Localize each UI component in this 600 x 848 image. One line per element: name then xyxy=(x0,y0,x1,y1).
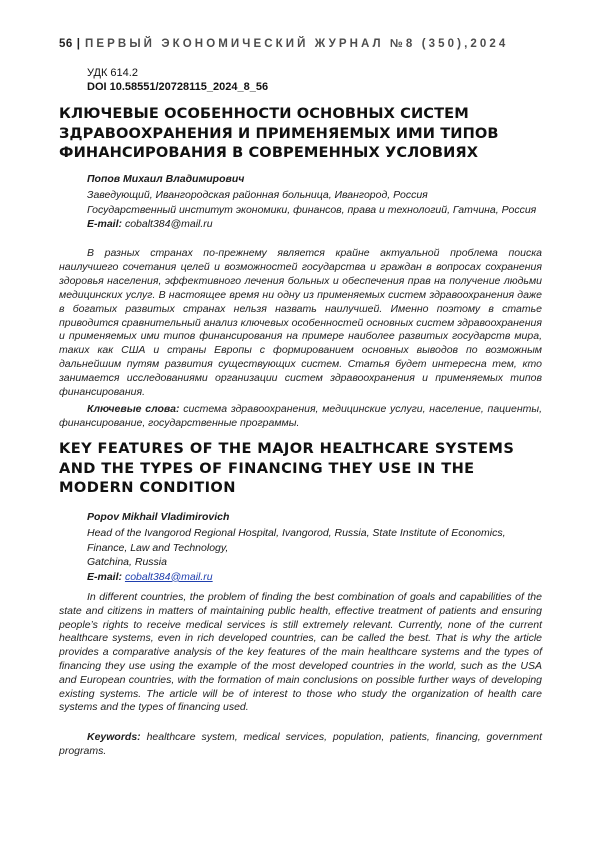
page-number: 56 xyxy=(59,38,73,50)
doi-code: DOI 10.58551/20728115_2024_8_56 xyxy=(87,81,269,93)
journal-name: ПЕРВЫЙ ЭКОНОМИЧЕСКИЙ ЖУРНАЛ №8 (350),2024 xyxy=(85,38,509,50)
author-email-row-en xyxy=(87,570,547,584)
author-affiliation-ru-1: Заведующий, Ивангородская районная больница, Ивангород, Россия xyxy=(87,189,428,202)
author-affiliation-en-2: Gatchina, Russia xyxy=(87,556,167,569)
keywords-en xyxy=(59,731,542,759)
email-ru: cobalt384@mail.ru xyxy=(124,218,213,231)
abstract-ru: В разных странах по-прежнему является крайне актуальной проблема поиска наилучшего сочетания целей и возможностей государства и граждан в вопросах сохранения здоровья населения, эффективного лечения больных и обеспечения прав на получение людьми медицинских услуг. В настоящее время ни одну из применяемых систем здравоохранения даже в богатых развитых странах нельзя назвать наилучшей. Именно поэтому в статье приводится сравнительный анализ ключевых особенностей основных систем здравоохранения и применяемых ими типов финансирования на примере наиболее развитых государств мира, таких как США и страны Европы с формированием основных выводов по возможным дальнейшим путям развития существующих систем. Статья будет интересна тем, кто занимается исследованиями организации систем здравоохранения и применяемых типов финансирования. xyxy=(59,247,542,399)
running-header xyxy=(59,38,539,50)
author-affiliation-ru-2: Государственный институт экономики, финансов, права и технологий, Гатчина, Россия xyxy=(87,203,537,216)
abstract-en: In different countries, the problem of finding the best combination of goals and capabilities of the state and citizens in matters of maintaining public health, effective treatment of patients and ensuring people’s rights to receive medical services is still extremely relevant. Currently, none of the current healthcare systems, even in rich developed countries, can be called the best. That is why the article provides a comparative analysis of the key features of the main healthcare systems and the types of financing they use using the example of the most developed countries in the world, such as the USA and European countries, with the formation of main conclusions on possible further ways of developing existing systems. The article will be of interest to those who study the organization of health care systems and the types of financing used. xyxy=(59,591,542,714)
author-block-ru xyxy=(87,172,547,232)
article-title-en: KEY FEATURES OF THE MAJOR HEALTHCARE SYSTEMS AND THE TYPES OF FINANCING THEY USE IN THE MODERN CONDITION xyxy=(59,440,515,497)
author-email-row-ru xyxy=(87,217,547,231)
article-title-ru: КЛЮЧЕВЫЕ ОСОБЕННОСТИ ОСНОВНЫХ СИСТЕМ ЗДРАВООХРАНЕНИЯ И ПРИМЕНЯЕМЫХ ИМИ ТИПОВ ФИНАНСИРОВАНИЯ В СОВРЕМЕННЫХ УСЛОВИЯХ xyxy=(59,105,499,162)
header-separator: | xyxy=(76,38,81,50)
author-name-ru: Попов Михаил Владимирович xyxy=(87,173,245,185)
email-label-en: E-mail: xyxy=(87,570,123,583)
keywords-text-ru: система здравоохранения, медицинские услуги, население, пациенты, финансирование, государственные программы. xyxy=(59,403,543,429)
keywords-label-en: Keywords: xyxy=(87,731,141,743)
udk-code: УДК 614.2 xyxy=(87,67,138,79)
email-label-ru: E-mail: xyxy=(87,218,123,231)
author-block-en xyxy=(87,510,547,584)
keywords-text-en: healthcare system, medical services, population, patients, financing, government programs. xyxy=(59,731,543,757)
keywords-label-ru: Ключевые слова: xyxy=(87,403,180,415)
author-name-en: Popov Mikhail Vladimirovich xyxy=(87,511,230,523)
email-link-en[interactable]: cobalt384@mail.ru xyxy=(124,570,213,583)
keywords-ru xyxy=(59,403,542,431)
author-affiliation-en-1: Head of the Ivangorod Regional Hospital, Ivangorod, Russia, State Institute of Economics, Finance, Law and Technology, xyxy=(87,527,506,554)
